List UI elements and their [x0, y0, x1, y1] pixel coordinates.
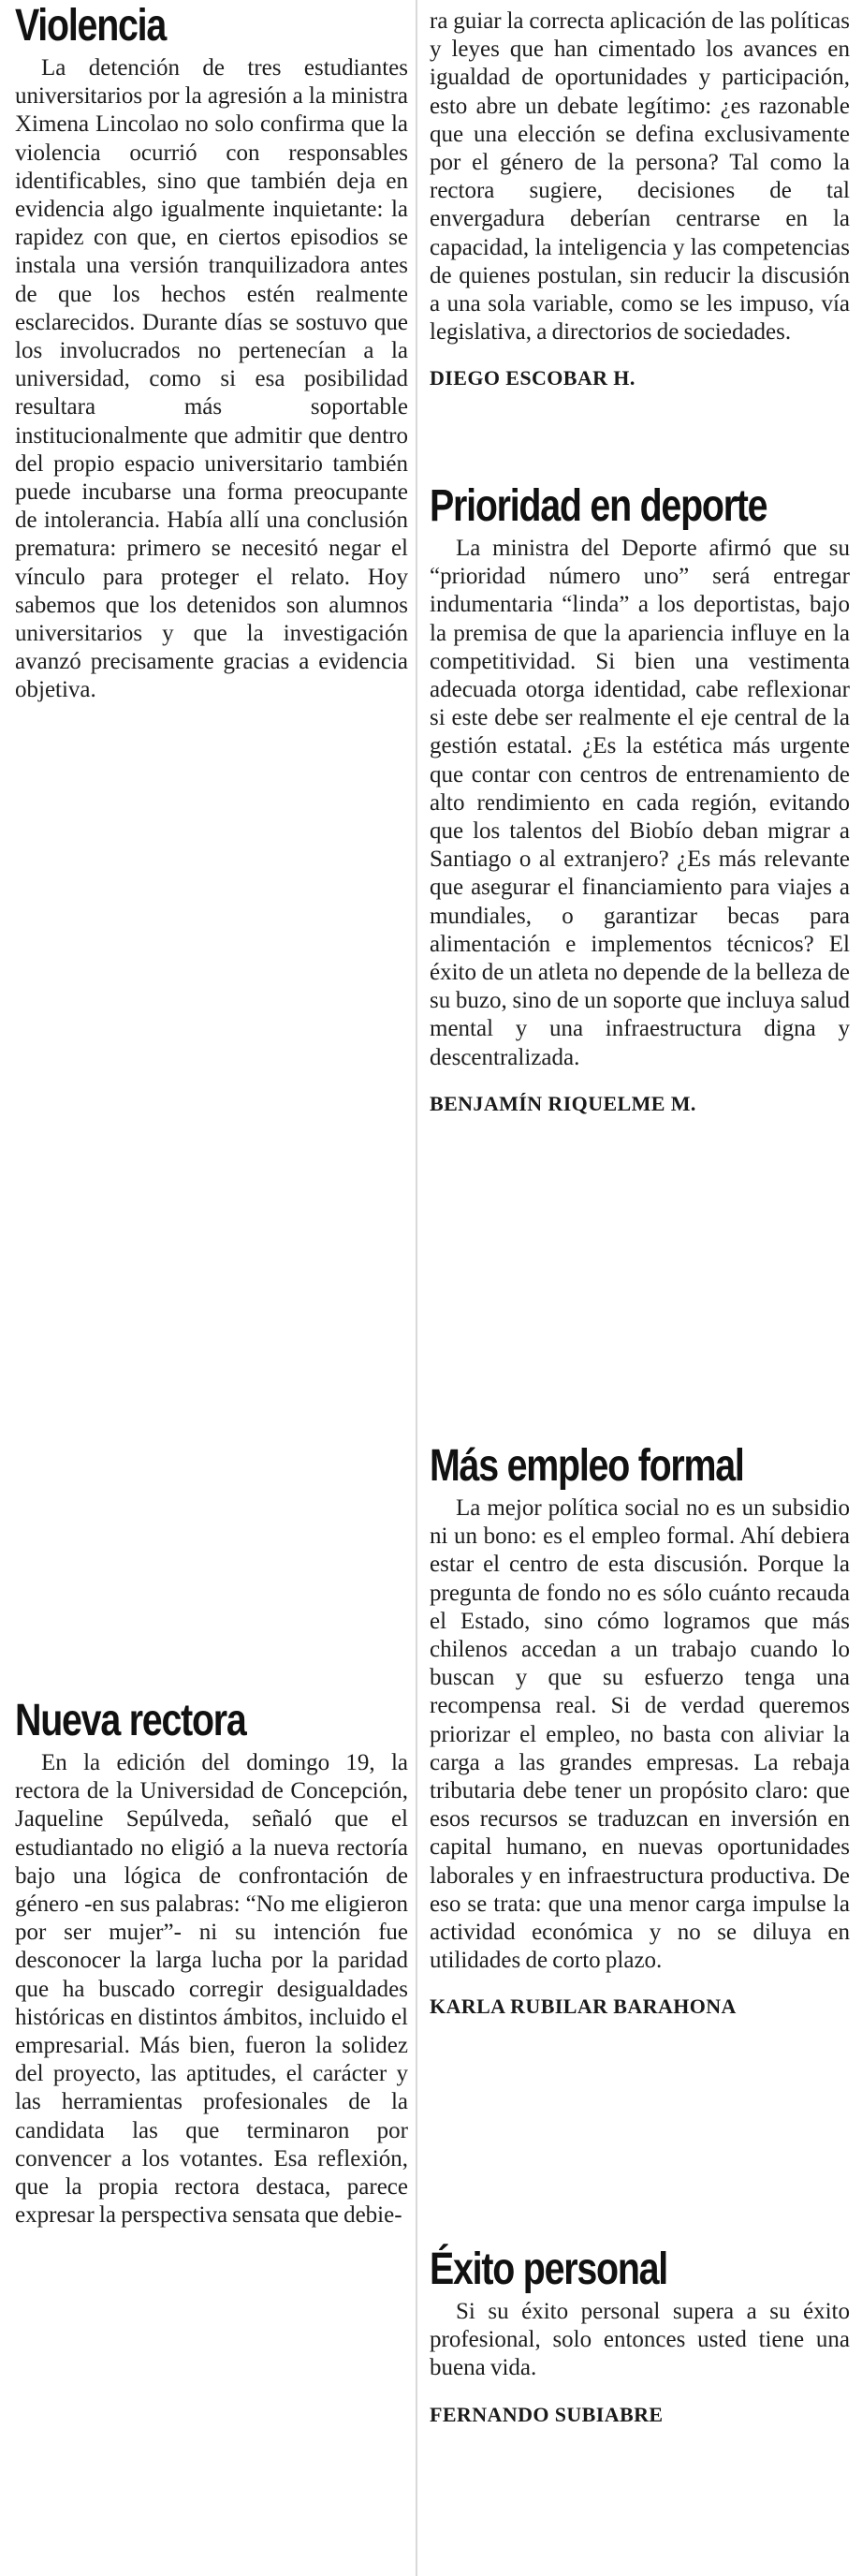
letter-nueva-rectora [15, 1697, 408, 2230]
letter-author: FERNANDO SUBIABRE [430, 2402, 664, 2426]
letter-violencia [15, 2, 408, 705]
letter-author: BENJAMÍN RIQUELME M. [430, 1091, 696, 1115]
letter-title: Más empleo formal [430, 1441, 744, 1491]
letter-body: La detención de tres estudiantes universitarios por la agresión a la ministra Ximena Lincolao no solo confirma que la violencia ocurrió con responsables identificables, sino que también deja en evidencia algo igualmente inquietante: la rapidez con que, en ciertos episodios se instala una versión tranquilizadora antes de que los hechos estén realmente esclarecidos. Durante días se sostuvo que los involucrados no pertenecían a la universidad, como si esa posibilidad resultara más soportable institucionalmente que admitir que dentro del propio espacio universitario también puede incubarse una forma preocupante de intolerancia. Había allí una conclusión prematura: primero se necesitó negar el vínculo para proteger el relato. Hoy sabemos que los detenidos son alumnos universitarios y que la investigación avanzó precisamente gracias a evidencia objetiva. [15, 55, 408, 703]
letter-body: En la edición del domingo 19, la rectora de la Universidad de Concepción, Jaqueline Sepúlveda, señaló que el estudiantado no eligió a la nueva rectoría bajo una lógica de confrontación de género -en sus palabras: “No me eligieron por ser mujer”- ni su intención fue desconocer la larga lucha por la paridad que ha buscado corregir desigualdades históricas en distintos ámbitos, incluido el empresarial. Más bien, fueron la solidez del proyecto, las aptitudes, el carácter y las herramientas profesionales de la candidata las que terminaron por convencer a los votantes. Esa reflexión, que la propia rectora destaca, parece expresar la perspectiva sensata que debie- [15, 1750, 408, 2229]
letter-title: Violencia [15, 1, 167, 51]
letter-title: Prioridad en deporte [430, 481, 767, 531]
letter-body-continuation: ra guiar la correcta aplicación de las políticas y leyes que han cimentado los avances en igualdad de oportunidades y participación, esto abre un debate legítimo: ¿es razonable que una elección se defina exclusivamente por el género de la persona? Tal como la rectora sugiere, decisiones de tal envergadura deberían centrarse en la capacidad, la inteligencia y las competencias de quienes postulan, sin reducir la discusión a una sola variable, como se les impuso, vía legislativa, a directorios de sociedades. [430, 8, 850, 346]
letter-mas-empleo [430, 1442, 850, 2020]
letter-body: La mejor política social no es un subsidio ni un bono: es el empleo formal. Ahí debiera estar el centro de esta discusión. Porque la pregunta de fondo no es sólo cuánto recauda el Estado, sino cómo logramos que más chilenos accedan a un trabajo cuando lo buscan y que su esfuerzo tenga una recompensa real. Si de verdad queremos priorizar el empleo, no basta con aliviar la carga a las grandes empresas. La rebaja tributaria debe tener un propósito claro: que esos recursos se traduzcan en inversión en capital humano, en nuevas oportunidades laborales y en infraestructura productiva. De eso se trata: que una menor carga impulse la actividad económica y no se diluya en utilidades de corto plazo. [430, 1495, 850, 1974]
letter-title: Nueva rectora [15, 1696, 246, 1745]
letter-author: KARLA RUBILAR BARAHONA [430, 1995, 737, 2019]
letter-body: Si su éxito personal supera a su éxito profesional, solo entonces usted tiene una buena vida. [430, 2299, 850, 2381]
letter-body: La ministra del Deporte afirmó que su “prioridad número uno” será entregar indumentaria “linda” a los deportistas, bajo la premisa de que la apariencia influye en la competitividad. Si bien una vestimenta adecuada otorga identidad, cabe reflexionar si este debe ser realmente el eje central de la gestión estatal. ¿Es la estética más urgente que contar con centros de entrenamiento de alto rendimiento en cada región, evitando que los talentos del Biobío deban migrar a Santiago o al extranjero? ¿Es más relevante que asegurar el financiamiento para viajes a mundiales, o garantizar becas para alimentación e implementos técnicos? El éxito de un atleta no depende de la belleza de su buzo, sino de un soporte que incluya salud mental y una infraestructura digna y descentralizada. [430, 536, 850, 1070]
letter-prioridad-deporte [430, 482, 850, 1117]
column-divider [416, 0, 417, 2576]
letter-nueva-rectora-continuation [430, 7, 850, 391]
letter-author: DIEGO ESCOBAR H. [430, 366, 636, 390]
letter-title: Éxito personal [430, 2245, 667, 2294]
letter-exito-personal [430, 2245, 850, 2428]
